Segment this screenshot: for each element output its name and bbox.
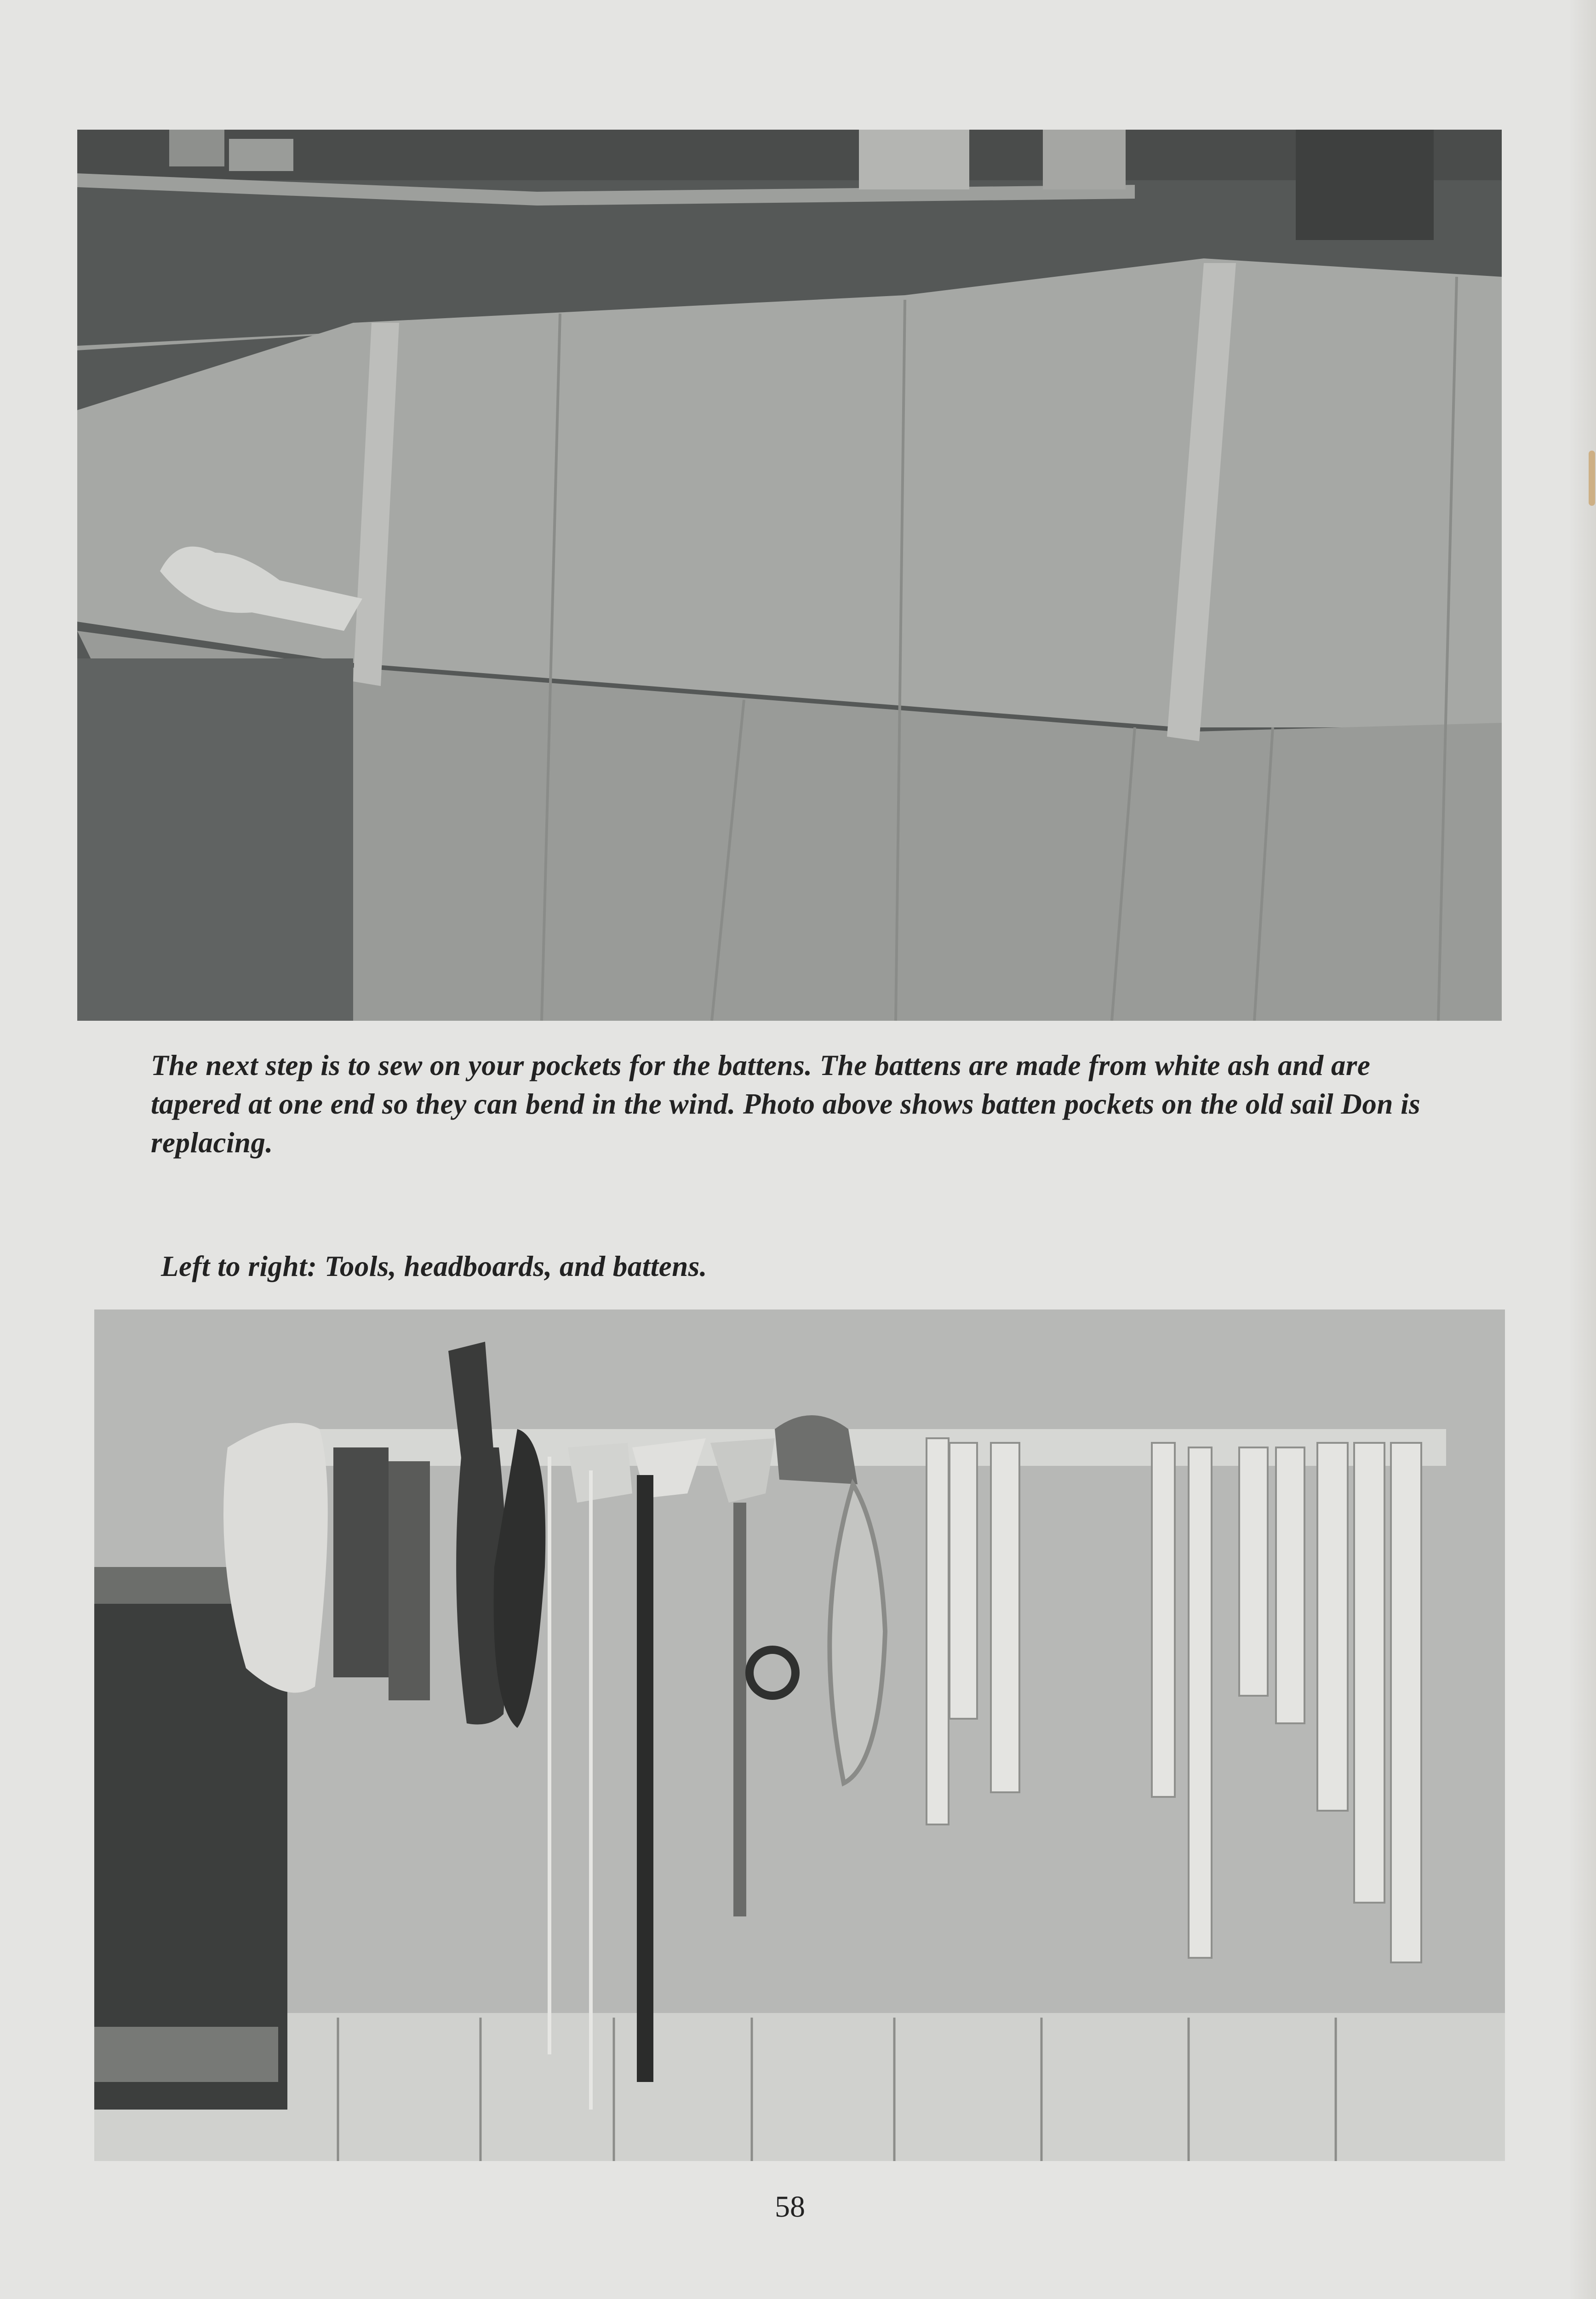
strap — [637, 1475, 653, 2082]
caption-tools-rack: Left to right: Tools, headboards, and battens. — [161, 1250, 708, 1282]
headboard — [568, 1443, 632, 1503]
hand-tool — [333, 1447, 389, 1677]
rack-photo-illustration — [94, 1310, 1505, 2161]
photo-tools-headboards-battens — [94, 1310, 1505, 2161]
caption-batten-pockets: The next step is to sew on your pockets for the battens. The battens are made from white ash and are tapered at one end so they can bend in the wind. Photo above shows batten pockets on the old sail Don is replacing. — [151, 1049, 1421, 1159]
paper-stain — [1589, 451, 1595, 506]
photo-sail-batten-pockets — [77, 130, 1502, 1021]
page-edge — [1568, 0, 1596, 2299]
sail-photo-illustration — [77, 130, 1502, 1021]
page-number: 58 — [775, 2190, 805, 2224]
